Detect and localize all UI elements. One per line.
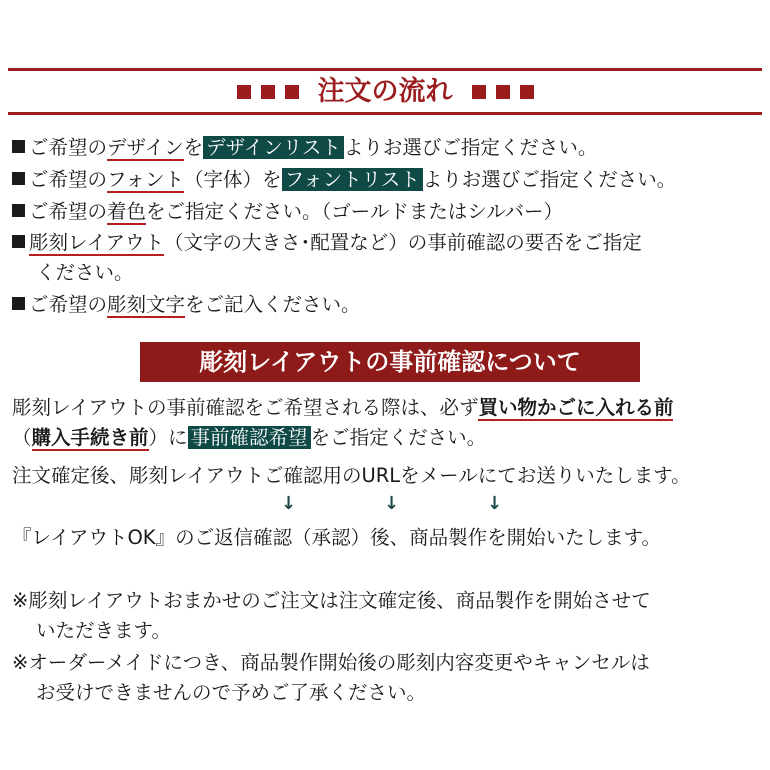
keyword-engraving-text: 彫刻文字 <box>107 293 186 316</box>
bullet-icon <box>12 140 25 153</box>
arrow-down-icon: ↓ <box>384 493 400 514</box>
keyword-before-purchase: 購入手続き前 <box>31 426 149 449</box>
design-list-link[interactable]: デザインリスト <box>203 136 344 159</box>
note-2: ※オーダーメイドにつき、商品製作開始後の彫刻内容変更やキャンセルは <box>12 651 650 674</box>
note-1: ※彫刻レイアウトおまかせのご注文は注文確定後、商品製作を開始させて <box>12 589 651 612</box>
keyword-font: フォント <box>107 168 185 191</box>
note-1-cont: いただきます。 <box>36 619 171 642</box>
section-line-2: （購入手続き前）に 事前確認希望 をご指定ください。 <box>12 426 487 449</box>
step-font: ご希望のフォント（字体）を フォントリスト よりお選びご指定ください。 <box>12 166 676 194</box>
step-layout-cont: ください。 <box>36 261 134 284</box>
square-icon <box>237 85 251 99</box>
title-bottom-rule <box>8 112 762 115</box>
step-design: ご希望のデザインを デザインリスト よりお選びご指定ください。 <box>12 134 597 162</box>
keyword-layout: 彫刻レイアウト <box>29 231 164 254</box>
square-icon <box>520 85 534 99</box>
keyword-color: 着色 <box>107 200 147 223</box>
step-color: ご希望の着色をご指定ください。（ゴールドまたはシルバー） <box>12 198 563 226</box>
bullet-icon <box>12 235 25 248</box>
square-icon <box>472 85 486 99</box>
bullet-icon <box>12 172 25 185</box>
bullet-icon <box>12 204 25 217</box>
page-title <box>0 74 770 110</box>
keyword-before-cart: 買い物かごに入れる前 <box>478 396 674 419</box>
precheck-request-badge: 事前確認希望 <box>188 426 311 449</box>
square-icon <box>285 85 299 99</box>
step-layout: 彫刻レイアウト（文字の大きさ･配置など）の事前確認の要否をご指定 <box>12 229 642 257</box>
arrow-down-icon: ↓ <box>487 493 503 514</box>
title-top-rule <box>8 68 762 71</box>
bullet-icon <box>12 297 25 310</box>
step-text: ご希望の彫刻文字をご記入ください。 <box>12 291 361 319</box>
square-icon <box>496 85 510 99</box>
keyword-design: デザイン <box>107 136 184 159</box>
flow-arrows <box>0 494 770 514</box>
page-title-text: 注文の流れ <box>317 76 453 107</box>
arrow-down-icon: ↓ <box>281 493 297 514</box>
note-2-cont: お受けできませんので予めご了承ください。 <box>36 681 427 704</box>
square-icon <box>261 85 275 99</box>
font-list-link[interactable]: フォントリスト <box>282 168 423 191</box>
section-heading: 彫刻レイアウトの事前確認について <box>140 342 640 382</box>
section-line-3: 注文確定後、彫刻レイアウトご確認用のURLをメールにてお送りいたします。 <box>12 464 691 487</box>
section-line-4: 『レイアウトOK』のご返信確認（承認）後、商品製作を開始いたします。 <box>12 526 662 549</box>
section-line-1: 彫刻レイアウトの事前確認をご希望される際は、必ず買い物かごに入れる前 <box>12 396 674 419</box>
